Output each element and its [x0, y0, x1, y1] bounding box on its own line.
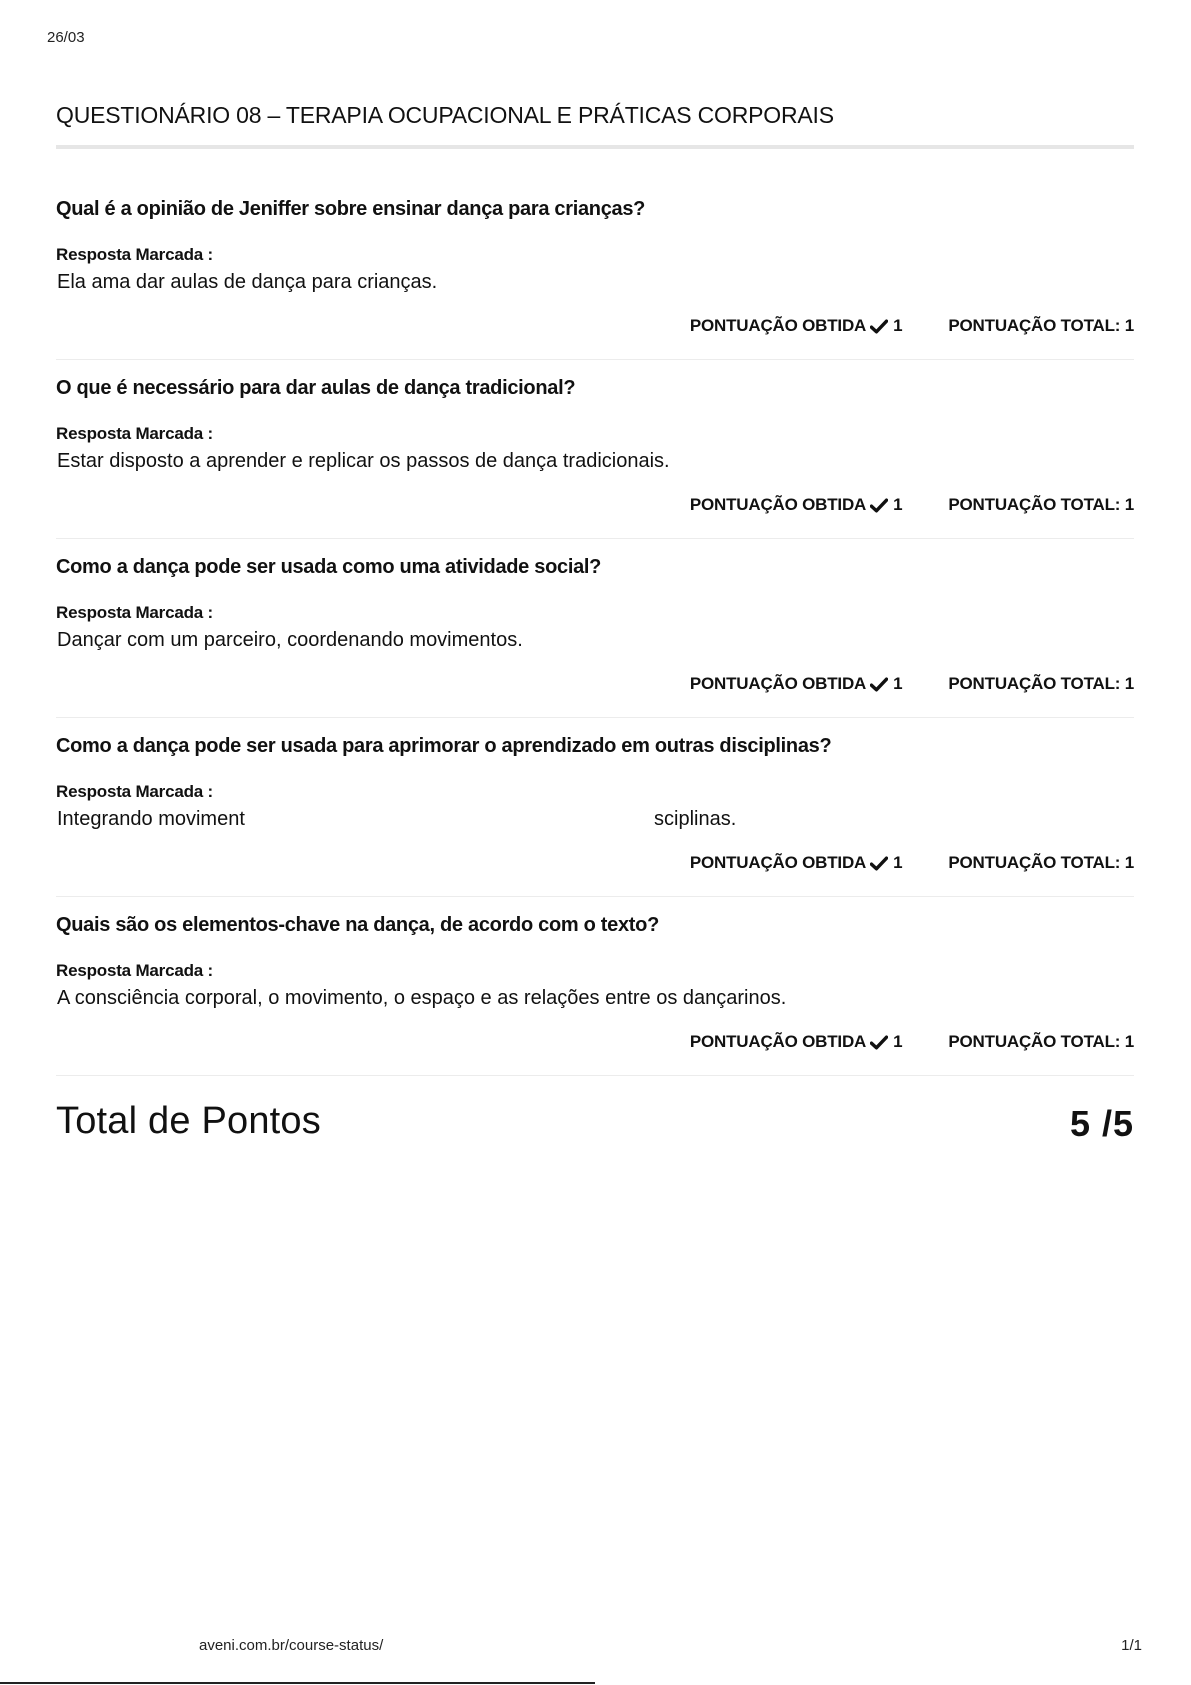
answer-text: Ela ama dar aulas de dança para crianças.: [57, 271, 438, 293]
check-icon: [870, 677, 888, 692]
answer-text: Estar disposto a aprender e replicar os passos de dança tradicionais.: [57, 450, 670, 472]
question-text: Qual é a opinião de Jeniffer sobre ensinar dança para crianças?: [56, 198, 646, 220]
score-row: [690, 853, 1134, 873]
question-text: Quais são os elementos-chave na dança, de acordo com o texto?: [56, 914, 659, 936]
total-points-value: 5 /5: [1069, 1103, 1134, 1144]
check-icon: [870, 1035, 888, 1050]
answer-label: Resposta Marcada :: [56, 424, 214, 443]
total-points-label: Total de Pontos: [56, 1100, 321, 1142]
question-divider: [56, 717, 1134, 718]
score-total: PONTUAÇÃO TOTAL: 1: [948, 495, 1134, 514]
score-row: [690, 674, 1134, 694]
check-icon: [870, 498, 888, 513]
check-icon: [870, 319, 888, 334]
question-list: [56, 198, 1134, 1093]
score-total: PONTUAÇÃO TOTAL: 1: [948, 853, 1134, 872]
score-total: PONTUAÇÃO TOTAL: 1: [948, 674, 1134, 693]
score-row: [690, 1032, 1134, 1052]
answer-text: Dançar com um parceiro, coordenando movimentos.: [57, 629, 523, 651]
score-obtained: [690, 316, 903, 336]
score-obtained-value: 1: [893, 853, 903, 872]
question-text: Como a dança pode ser usada para aprimorar o aprendizado em outras disciplinas?: [56, 735, 832, 757]
answer-label: Resposta Marcada :: [56, 961, 214, 980]
score-total: PONTUAÇÃO TOTAL: 1: [948, 1032, 1134, 1051]
question-item: [56, 198, 1134, 377]
score-obtained-value: 1: [893, 316, 903, 335]
question-item: [56, 377, 1134, 556]
footer-url: aveni.com.br/course-status/: [199, 1637, 384, 1654]
answer-label: Resposta Marcada :: [56, 245, 214, 264]
score-obtained-label: PONTUAÇÃO OBTIDA: [689, 853, 867, 872]
score-row: [690, 316, 1134, 336]
answer-label: Resposta Marcada :: [56, 782, 214, 801]
answer-text: A consciência corporal, o movimento, o espaço e as relações entre os dançarinos.: [57, 987, 787, 1009]
question-divider: [56, 359, 1134, 360]
score-obtained: [690, 853, 903, 873]
score-obtained-value: 1: [893, 674, 903, 693]
score-obtained-label: PONTUAÇÃO OBTIDA: [689, 1032, 867, 1051]
title-divider: [56, 145, 1134, 149]
question-item: [56, 556, 1134, 735]
question-divider: [56, 896, 1134, 897]
page-title: QUESTIONÁRIO 08 – TERAPIA OCUPACIONAL E PRÁTICAS CORPORAIS: [56, 102, 834, 128]
score-obtained-value: 1: [893, 495, 903, 514]
score-obtained-value: 1: [893, 1032, 903, 1051]
score-obtained: [690, 674, 903, 694]
score-obtained: [690, 1032, 903, 1052]
bottom-rule: [0, 1682, 595, 1684]
question-text: Como a dança pode ser usada como uma atividade social?: [56, 556, 602, 578]
answer-text-start: Integrando moviment: [57, 808, 245, 830]
score-obtained-label: PONTUAÇÃO OBTIDA: [689, 674, 867, 693]
check-icon: [870, 856, 888, 871]
question-item: [56, 914, 1134, 1093]
question-text: O que é necessário para dar aulas de dança tradicional?: [56, 377, 576, 399]
footer-page-number: 1/1: [1121, 1637, 1142, 1654]
question-item: [56, 735, 1134, 914]
answer-text-end: sciplinas.: [654, 808, 737, 830]
question-divider: [56, 1075, 1134, 1076]
score-obtained-label: PONTUAÇÃO OBTIDA: [689, 316, 867, 335]
question-divider: [56, 538, 1134, 539]
answer-label: Resposta Marcada :: [56, 603, 214, 622]
score-obtained-label: PONTUAÇÃO OBTIDA: [689, 495, 867, 514]
score-obtained: [690, 495, 903, 515]
score-row: [690, 495, 1134, 515]
score-total: PONTUAÇÃO TOTAL: 1: [948, 316, 1134, 335]
print-date: 26/03: [47, 29, 85, 46]
